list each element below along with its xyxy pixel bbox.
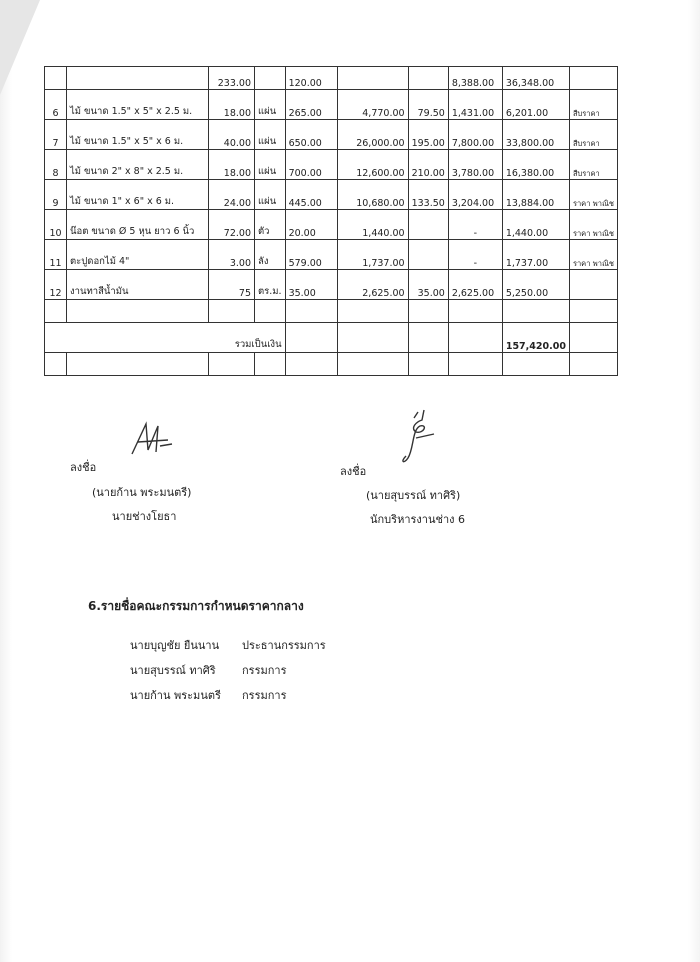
material-unit-price: 650.00 [285, 120, 337, 150]
empty-cell [209, 300, 255, 323]
price-source-note: สืบราคา [569, 90, 617, 120]
material-total: 10,680.00 [337, 180, 408, 210]
item-description: ไม้ ขนาด 1.5" x 5" x 2.5 ม. [67, 90, 209, 120]
table-row [45, 240, 618, 270]
right-signer-name: (นายสุบรรณ์ ทาศิริ) [366, 489, 461, 502]
item-description: ไม้ ขนาด 1" x 6" x 6 ม. [67, 180, 209, 210]
item-description: ตะปูดอกไม้ 4" [67, 240, 209, 270]
labor-unit-price: 210.00 [408, 150, 448, 180]
row-total: 1,440.00 [502, 210, 569, 240]
blank-row [45, 353, 618, 376]
empty-cell [285, 323, 337, 353]
row-number: 8 [45, 150, 67, 180]
member-name: นายก้าน พระมนตรี [130, 689, 221, 702]
table-row [45, 270, 618, 300]
labor-total: 3,204.00 [448, 180, 502, 210]
empty-cell [502, 300, 569, 323]
empty-cell [408, 353, 448, 376]
unit: แผ่น [255, 90, 286, 120]
row-total: 36,348.00 [502, 67, 569, 90]
labor-unit-price: 79.50 [408, 90, 448, 120]
empty-cell [337, 353, 408, 376]
labor-unit-price [408, 210, 448, 240]
labor-unit-price [408, 67, 448, 90]
material-total: 2,625.00 [337, 270, 408, 300]
material-unit-price: 265.00 [285, 90, 337, 120]
empty-cell [448, 353, 502, 376]
labor-unit-price: 195.00 [408, 120, 448, 150]
price-source-note: สืบราคา [569, 120, 617, 150]
unit: แผ่น [255, 150, 286, 180]
folded-corner [0, 0, 40, 95]
price-source-note [569, 270, 617, 300]
labor-total: - [448, 240, 502, 270]
material-total: 12,600.00 [337, 150, 408, 180]
member-name: นายบุญชัย ยืนนาน [130, 639, 220, 652]
row-total: 13,884.00 [502, 180, 569, 210]
price-source-note [569, 67, 617, 90]
price-source-note: ราคา พาณิช [569, 180, 617, 210]
table-row [45, 150, 618, 180]
empty-cell [448, 323, 502, 353]
empty-cell [502, 353, 569, 376]
empty-cell [408, 323, 448, 353]
bill-of-quantities-table [44, 66, 618, 376]
price-source-note: สืบราคา [569, 150, 617, 180]
right-signature-mark [398, 408, 442, 468]
quantity: 24.00 [209, 180, 255, 210]
material-unit-price: 579.00 [285, 240, 337, 270]
row-number: 9 [45, 180, 67, 210]
empty-cell [569, 353, 617, 376]
row-total: 33,800.00 [502, 120, 569, 150]
material-total [337, 67, 408, 90]
empty-cell [67, 353, 209, 376]
unit: ลัง [255, 240, 286, 270]
row-total: 1,737.00 [502, 240, 569, 270]
blank-row [45, 300, 618, 323]
left-signer-name: (นายก้าน พระมนตรี) [92, 486, 192, 499]
labor-unit-price: 35.00 [408, 270, 448, 300]
row-number: 11 [45, 240, 67, 270]
row-number [45, 67, 67, 90]
row-number: 7 [45, 120, 67, 150]
empty-cell [569, 323, 617, 353]
material-unit-price: 35.00 [285, 270, 337, 300]
table-row [45, 210, 618, 240]
item-description [67, 67, 209, 90]
empty-cell [209, 353, 255, 376]
quantity: 40.00 [209, 120, 255, 150]
empty-cell [448, 300, 502, 323]
committee-title: 6.รายชื่อคณะกรรมการกำหนดราคากลาง [88, 599, 304, 613]
quantity: 72.00 [209, 210, 255, 240]
member-role: กรรมการ [242, 689, 287, 702]
quantity: 75 [209, 270, 255, 300]
quantity: 18.00 [209, 90, 255, 120]
table-row [45, 120, 618, 150]
labor-total: 8,388.00 [448, 67, 502, 90]
row-total: 6,201.00 [502, 90, 569, 120]
unit: แผ่น [255, 120, 286, 150]
right-sign-prefix: ลงชื่อ [340, 465, 367, 478]
member-role: ประธานกรรมการ [242, 639, 326, 652]
empty-cell [45, 353, 67, 376]
material-unit-price: 120.00 [285, 67, 337, 90]
quantity: 18.00 [209, 150, 255, 180]
table-row [45, 90, 618, 120]
row-number: 12 [45, 270, 67, 300]
material-total: 4,770.00 [337, 90, 408, 120]
left-signature-mark [128, 420, 176, 458]
empty-cell [337, 300, 408, 323]
material-unit-price: 20.00 [285, 210, 337, 240]
sum-row [45, 323, 618, 353]
labor-unit-price [408, 240, 448, 270]
unit [255, 67, 286, 90]
row-total: 5,250.00 [502, 270, 569, 300]
labor-total: 7,800.00 [448, 120, 502, 150]
empty-cell [408, 300, 448, 323]
labor-total: 1,431.00 [448, 90, 502, 120]
member-name: นายสุบรรณ์ ทาศิริ [130, 664, 216, 677]
material-total: 26,000.00 [337, 120, 408, 150]
row-total: 16,380.00 [502, 150, 569, 180]
material-total: 1,440.00 [337, 210, 408, 240]
empty-cell [45, 300, 67, 323]
unit: ตัว [255, 210, 286, 240]
empty-cell [255, 353, 286, 376]
item-description: ไม้ ขนาด 1.5" x 5" x 6 ม. [67, 120, 209, 150]
material-unit-price: 700.00 [285, 150, 337, 180]
quantity: 3.00 [209, 240, 255, 270]
empty-cell [285, 353, 337, 376]
item-description: ไม้ ขนาด 2" x 8" x 2.5 ม. [67, 150, 209, 180]
labor-total: 2,625.00 [448, 270, 502, 300]
item-description: งานทาสีน้ำมัน [67, 270, 209, 300]
labor-total: - [448, 210, 502, 240]
unit: แผ่น [255, 180, 286, 210]
grand-total: 157,420.00 [502, 323, 569, 353]
empty-cell [337, 323, 408, 353]
labor-unit-price: 133.50 [408, 180, 448, 210]
empty-cell [285, 300, 337, 323]
row-number: 10 [45, 210, 67, 240]
price-source-note: ราคา พาณิช [569, 210, 617, 240]
material-total: 1,737.00 [337, 240, 408, 270]
sum-label: รวมเป็นเงิน [45, 323, 286, 353]
empty-cell [569, 300, 617, 323]
empty-cell [67, 300, 209, 323]
member-role: กรรมการ [242, 664, 287, 677]
right-signer-position: นักบริหารงานช่าง 6 [370, 513, 465, 526]
table-body [45, 67, 618, 376]
row-number: 6 [45, 90, 67, 120]
empty-cell [255, 300, 286, 323]
price-source-note: ราคา พาณิช [569, 240, 617, 270]
table-row [45, 67, 618, 90]
left-sign-prefix: ลงชื่อ [70, 461, 97, 474]
quantity: 233.00 [209, 67, 255, 90]
labor-total: 3,780.00 [448, 150, 502, 180]
left-signer-position: นายช่างโยธา [112, 510, 177, 523]
material-unit-price: 445.00 [285, 180, 337, 210]
unit: ตร.ม. [255, 270, 286, 300]
item-description: น๊อต ขนาด Ø 5 หุน ยาว 6 นิ้ว [67, 210, 209, 240]
table-row [45, 180, 618, 210]
